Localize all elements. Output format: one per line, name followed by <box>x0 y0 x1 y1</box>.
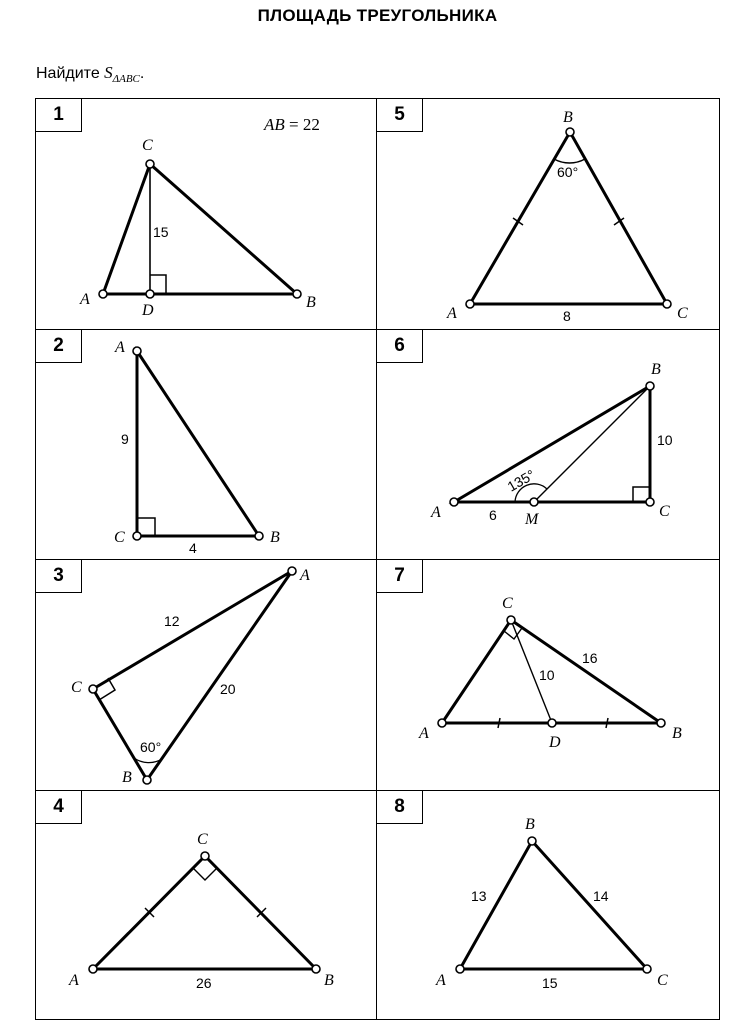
side-ab-value: 13 <box>471 888 487 904</box>
problem-1 <box>35 98 377 330</box>
triangle-shape <box>470 132 667 304</box>
label-b: B <box>672 725 682 742</box>
label-a: A <box>431 504 441 521</box>
vertex-point <box>146 290 154 298</box>
side-am-value: 6 <box>489 507 497 523</box>
angle-value: 135° <box>504 466 538 495</box>
side-ca-value: 12 <box>164 613 180 629</box>
task-area-symbol: S <box>104 63 113 82</box>
label-c: C <box>114 529 125 546</box>
right-angle-mark <box>193 868 217 880</box>
vertex-point <box>293 290 301 298</box>
side-ab-value: 26 <box>196 975 212 991</box>
triangle-figure <box>36 560 378 792</box>
problem-number: 6 <box>377 330 423 363</box>
label-a: A <box>436 972 446 989</box>
triangle-figure <box>377 560 721 792</box>
label-b: B <box>122 769 132 786</box>
label-b: B <box>563 109 573 126</box>
triangle-shape <box>103 164 297 294</box>
task-text: Найдите <box>36 65 105 82</box>
problem-number: 3 <box>36 560 82 593</box>
side-cb-value: 16 <box>582 650 598 666</box>
angle-value: 60° <box>140 739 162 755</box>
right-angle-mark <box>504 628 522 639</box>
side-ac-value: 8 <box>563 308 571 324</box>
label-a: A <box>69 972 79 989</box>
label-d: D <box>549 734 561 751</box>
side-ab-value: 20 <box>220 681 236 697</box>
problem-4 <box>35 790 377 1020</box>
problem-8 <box>376 790 720 1020</box>
triangle-figure <box>377 99 721 331</box>
label-b: B <box>324 972 334 989</box>
side-bc-value: 14 <box>593 888 609 904</box>
triangle-figure <box>377 791 721 1021</box>
label-b: B <box>525 816 535 833</box>
label-m: M <box>525 511 539 528</box>
triangle-shape <box>460 841 647 969</box>
task-end: . <box>139 65 145 82</box>
condition-lhs: AB <box>264 115 285 134</box>
task-area-subscript: ΔABC <box>112 73 140 86</box>
problem-number: 2 <box>36 330 82 363</box>
triangle-figure <box>36 330 378 561</box>
height-value: 15 <box>153 224 169 240</box>
angle-value: 60° <box>557 164 579 180</box>
label-c: C <box>677 305 688 322</box>
tick-mark <box>606 718 608 728</box>
label-a: A <box>447 305 457 322</box>
triangle-shape <box>137 351 259 536</box>
side-cb-value: 4 <box>189 540 197 556</box>
label-c: C <box>657 972 668 989</box>
problem-number: 8 <box>377 791 423 824</box>
label-b: B <box>270 529 280 546</box>
vertex-point <box>146 160 154 168</box>
label-a: A <box>80 291 90 308</box>
triangle-shape <box>93 571 292 780</box>
problem-number: 4 <box>36 791 82 824</box>
problem-3 <box>35 559 377 791</box>
problem-2 <box>35 329 377 560</box>
condition-rhs: = 22 <box>284 115 320 134</box>
angle-arc <box>554 159 585 163</box>
label-c: C <box>502 595 513 612</box>
tick-mark <box>498 718 500 728</box>
label-c: C <box>659 503 670 520</box>
label-a: A <box>115 339 125 356</box>
side-ac-value: 15 <box>542 975 558 991</box>
label-b: B <box>306 294 316 311</box>
label-c: C <box>142 137 153 154</box>
label-b: B <box>651 361 661 378</box>
problem-number: 7 <box>377 560 423 593</box>
problem-5 <box>376 98 720 330</box>
triangle-figure <box>36 99 378 331</box>
task-statement <box>36 63 144 85</box>
triangle-figure <box>36 791 378 1021</box>
label-c: C <box>197 831 208 848</box>
label-c: C <box>71 679 82 696</box>
side-ac-value: 9 <box>121 431 129 447</box>
label-d: D <box>142 302 154 319</box>
problem-number: 1 <box>36 99 82 132</box>
problem-7 <box>376 559 720 791</box>
vertex-point <box>99 290 107 298</box>
median-value: 10 <box>539 667 555 683</box>
problem-number: 5 <box>377 99 423 132</box>
triangle-shape <box>93 856 316 969</box>
triangle-figure <box>377 330 721 561</box>
problem-6 <box>376 329 720 560</box>
label-a: A <box>419 725 429 742</box>
page-title: ПЛОЩАДЬ ТРЕУГОЛЬНИКА <box>257 6 498 25</box>
label-a: A <box>300 567 310 584</box>
side-bc-value: 10 <box>657 432 673 448</box>
